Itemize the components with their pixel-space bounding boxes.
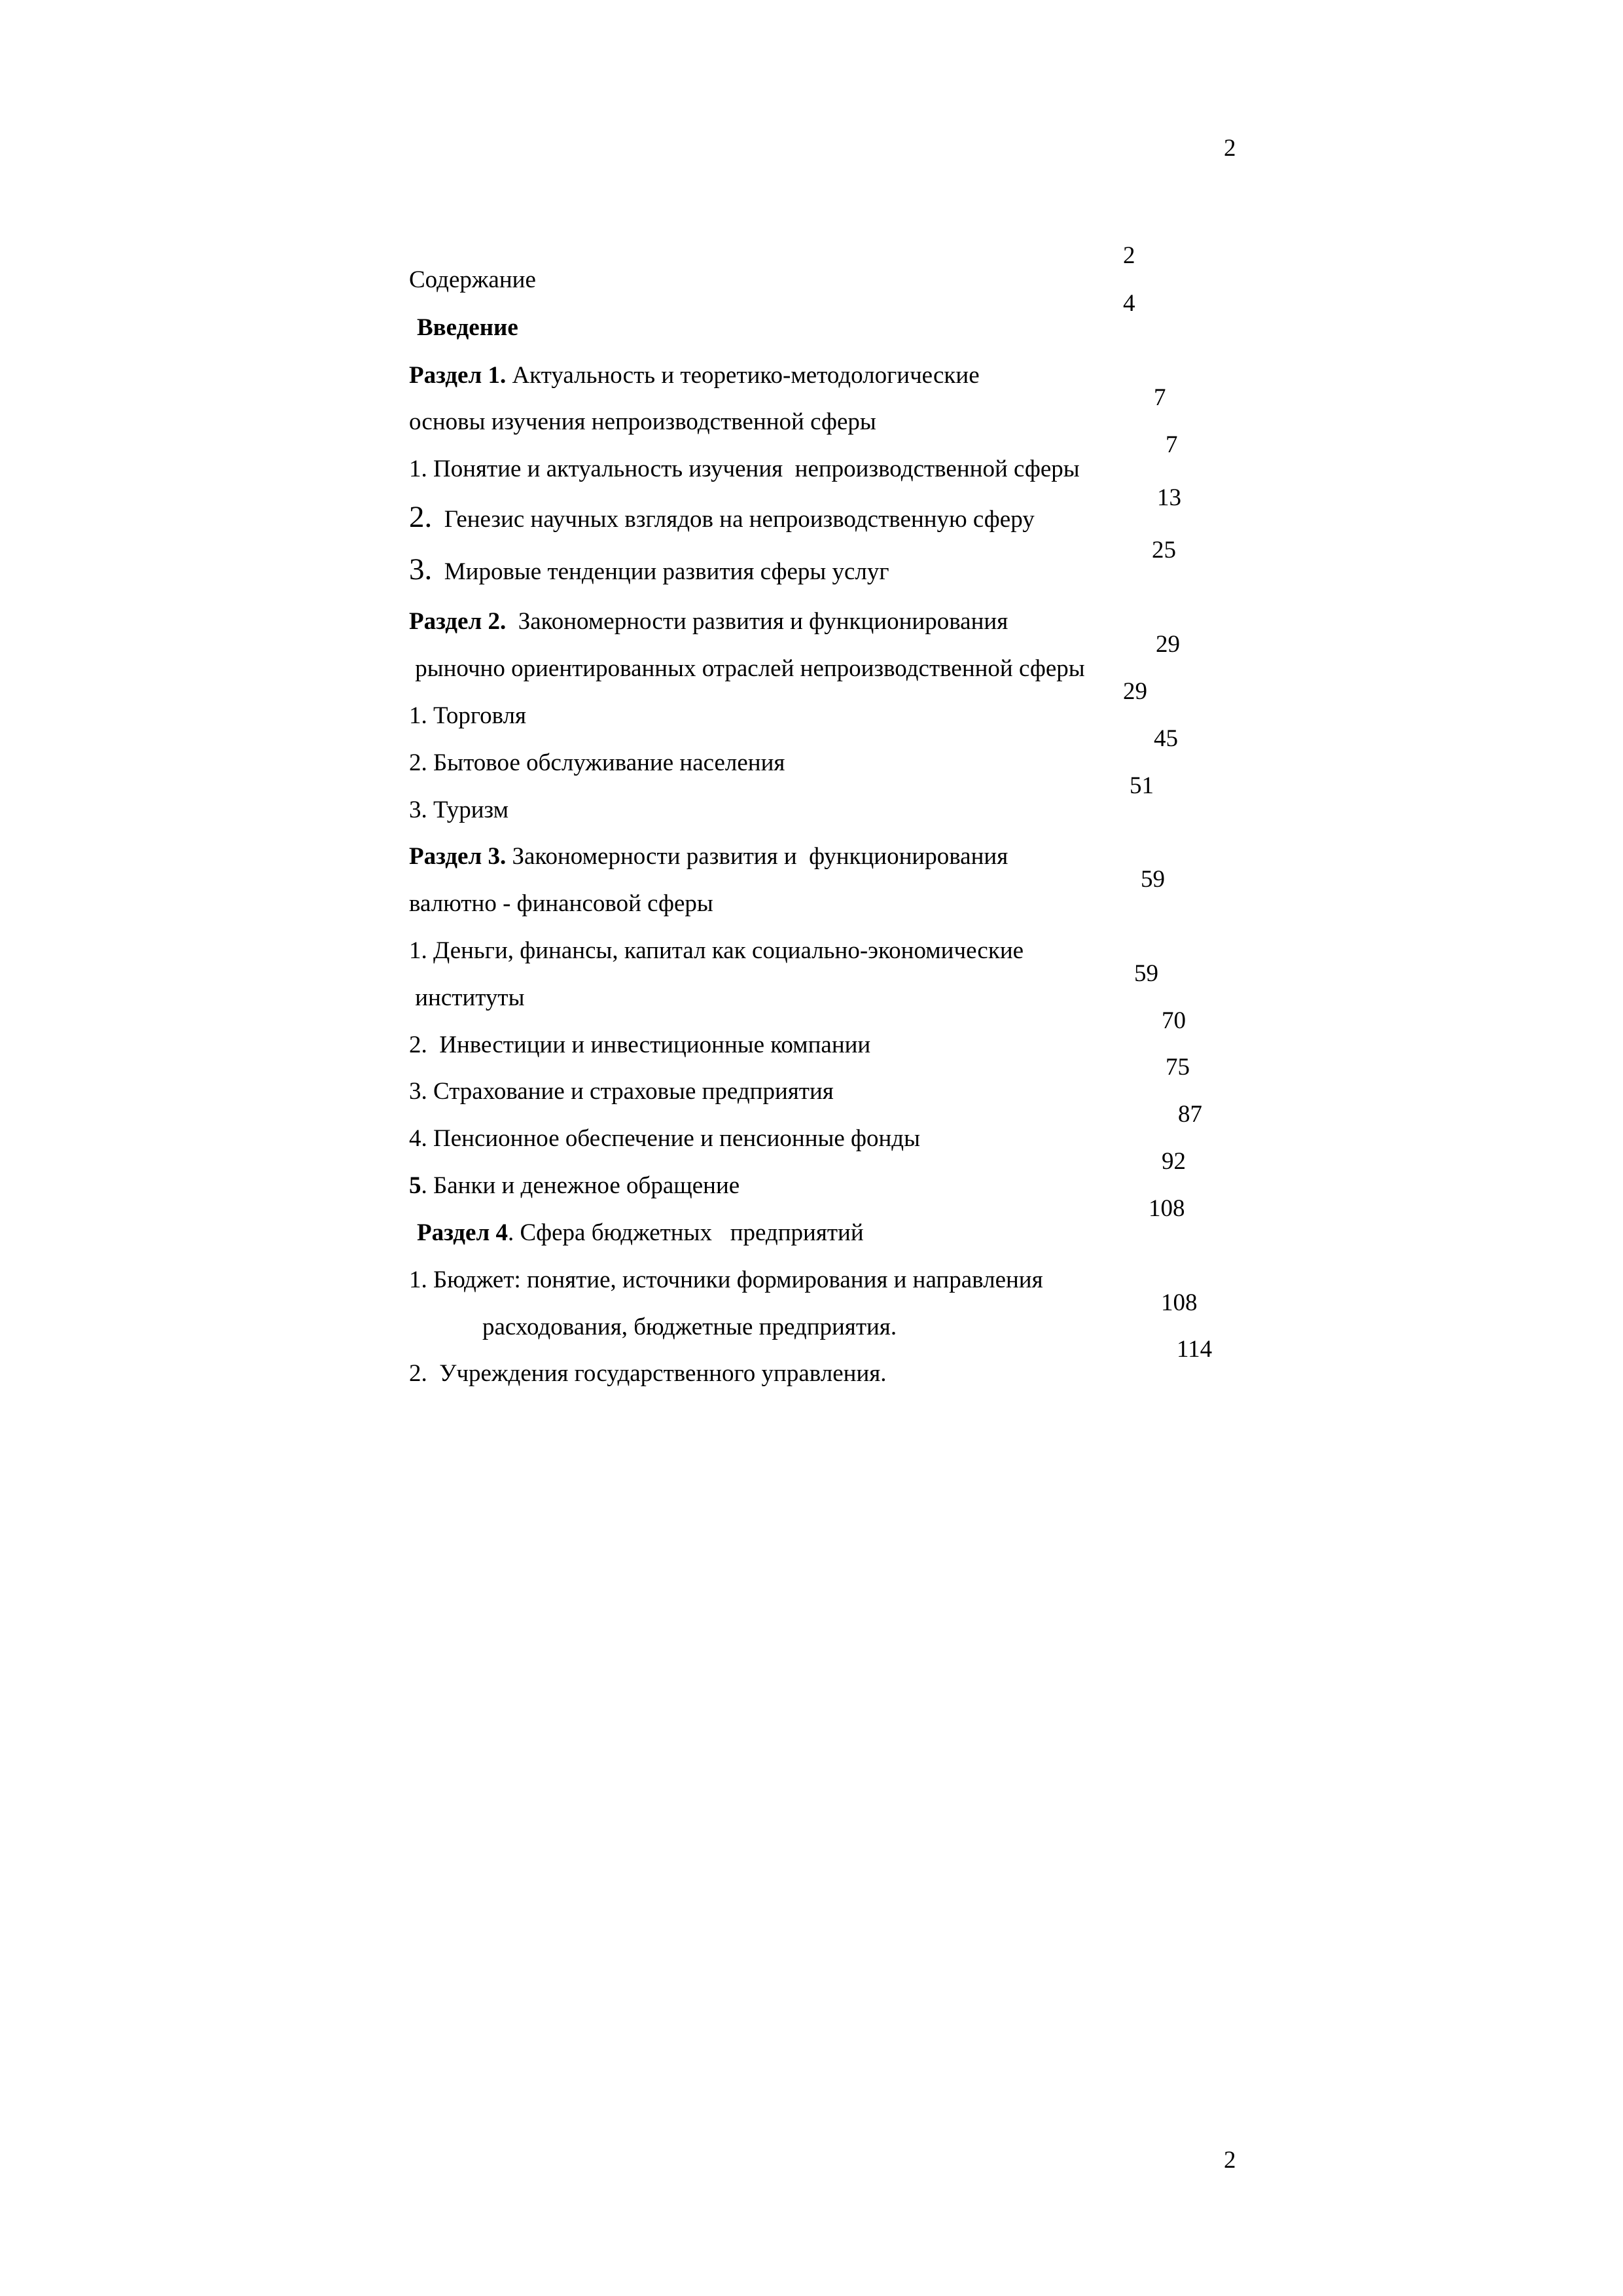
toc-section3-page: 59 [1141, 866, 1165, 893]
toc-item-page: 51 [1130, 772, 1154, 799]
toc-item-page: 29 [1123, 678, 1147, 705]
toc-item-text: расходования, бюджетные предприятия. [482, 1314, 897, 1340]
header-page-number: 2 [1224, 135, 1236, 162]
toc-item-text: Бытовое обслуживание населения [427, 749, 785, 776]
toc-item-num: 4. [409, 1125, 427, 1152]
toc-item-text: Мировые тенденции развития сферы услуг [432, 558, 889, 585]
footer-page-number: 2 [1224, 2147, 1236, 2174]
toc-item-text: Инвестиции и инвестиционные компании [427, 1031, 871, 1058]
toc-item-text: институты [409, 984, 525, 1011]
toc-item-text: Туризм [427, 797, 509, 823]
toc-section1-prefix: Раздел 1. [409, 362, 507, 389]
toc-item-num: 1. [409, 702, 427, 729]
toc-item-text: 2. Учреждения государственного управления. [409, 1360, 887, 1387]
toc-item-num: 3. [409, 552, 433, 586]
toc-item-page: 45 [1154, 725, 1178, 752]
toc-item-page: 114 [1177, 1336, 1213, 1363]
toc-section4-title: . Сфера бюджетных предприятий [507, 1219, 864, 1246]
toc-item-num: 5 [409, 1172, 421, 1199]
toc-item-page: 59 [1134, 960, 1158, 987]
toc-item-num: 2. [409, 749, 427, 776]
toc-item-page: 92 [1162, 1148, 1186, 1175]
toc-section3-title-line2: валютно - финансовой сферы [409, 890, 713, 917]
toc-item-num: 2. [409, 500, 433, 534]
toc-item-num: 1. [409, 456, 427, 482]
toc-item-page: 7 [1166, 431, 1178, 458]
toc-item-page: 13 [1157, 484, 1181, 511]
toc-section3-prefix: Раздел 3. [409, 843, 507, 870]
toc-item-num: 2. [409, 1031, 427, 1058]
toc-item-num: 3. [409, 797, 427, 823]
toc-item-num: 3. [409, 1078, 427, 1105]
toc-item-text: Понятие и актуальность изучения непроизводственной сферы [427, 456, 1080, 482]
toc-item-page: 25 [1152, 537, 1176, 564]
toc-section4-page: 108 [1149, 1195, 1185, 1222]
toc-section3-title-line1: Закономерности развития и функционирования [506, 843, 1008, 870]
toc-intro-page: 4 [1123, 290, 1135, 317]
toc-item-page: 87 [1178, 1101, 1202, 1128]
toc-item-text: Генезис научных взглядов на непроизводственную сферу [432, 506, 1035, 533]
toc-item-text: 1. Бюджет: понятие, источники формирования и направления [409, 1266, 1043, 1293]
toc-item-text: Страхование и страховые предприятия [427, 1078, 834, 1105]
toc-intro-label: Введение [417, 314, 518, 341]
toc-item-text: Пенсионное обеспечение и пенсионные фонды [427, 1125, 920, 1152]
toc-section2-title-line1: Закономерности развития и функционирования [506, 608, 1008, 635]
toc-section2-page: 29 [1156, 631, 1180, 658]
toc-section2-prefix: Раздел 2. [409, 608, 507, 635]
toc-title-page: 2 [1123, 242, 1135, 269]
toc-title: Содержание [409, 266, 536, 293]
toc-item-text: . Банки и денежное обращение [421, 1172, 740, 1199]
toc-section4-prefix: Раздел 4 [417, 1219, 508, 1246]
toc-section2-title-line2: рыночно ориентированных отраслей непроизводственной сферы [409, 655, 1085, 682]
toc-item-text: Торговля [427, 702, 527, 729]
toc-section1-title-line1: Актуальность и теоретико-методологические [506, 362, 980, 389]
toc-item-page: 70 [1162, 1007, 1186, 1034]
toc-section1-page: 7 [1154, 384, 1166, 411]
toc-item-page: 108 [1161, 1289, 1198, 1316]
toc-item-page: 75 [1166, 1054, 1190, 1081]
toc-item-text: 1. Деньги, финансы, капитал как социально-экономические [409, 937, 1024, 964]
toc-section4-item2 [385, 1336, 1213, 1434]
toc-section1-title-line2: основы изучения непроизводственной сферы [409, 408, 876, 435]
